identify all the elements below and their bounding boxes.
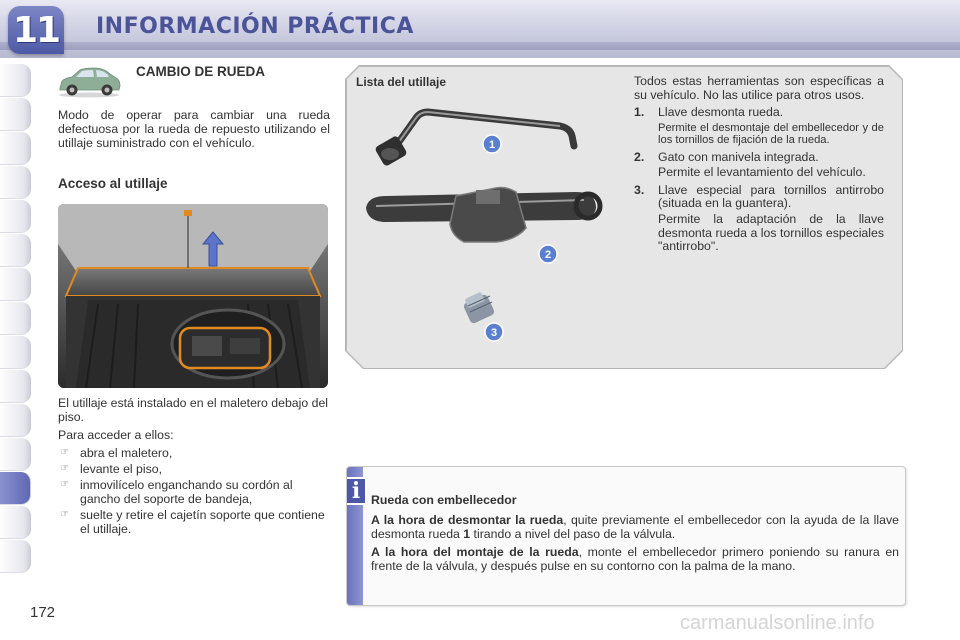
tool-note: Permite la adaptación de la llave desmonta rueda a los tornillos especiales "antirrobo". (658, 211, 884, 254)
chapter-tab[interactable] (0, 506, 31, 539)
chapter-tab[interactable] (0, 336, 31, 369)
info-box (346, 466, 906, 606)
info-icon: i (347, 477, 367, 505)
access-steps-list (58, 446, 330, 536)
chapter-tab[interactable] (0, 268, 31, 301)
tools-description (634, 75, 884, 258)
callout-2-badge (538, 244, 558, 264)
header-band (0, 0, 960, 58)
pointing-hand-icon: ☞ (60, 509, 69, 520)
tools-intro: Todos estas herramientas son específicas a su vehículo. No las utilice para otros usos. (634, 74, 884, 102)
tools-heading: Lista del utillaje (356, 75, 447, 89)
chapter-tab[interactable] (0, 200, 31, 233)
step-text: levante el piso, (80, 462, 163, 476)
trunk-photo (58, 204, 328, 388)
tool-note: Permite el levantamiento del vehículo. (658, 165, 866, 180)
chapter-tab[interactable] (0, 438, 31, 471)
list-item (58, 508, 330, 536)
callout-2-label: 2 (544, 249, 552, 261)
chapter-tab[interactable] (0, 540, 31, 573)
list-item (58, 478, 330, 506)
page-number: 172 (30, 604, 56, 621)
chapter-tab-active[interactable] (0, 472, 31, 505)
pointing-hand-icon: ☞ (60, 463, 69, 474)
info-text: , monte el embellecedor primero poniendo su ranura en frente de la válvula, y después pulse en su contorno con la palma de la mano. (371, 545, 900, 573)
tool-item-2 (634, 151, 884, 180)
chapter-tab[interactable] (0, 404, 31, 437)
chapter-tab[interactable] (0, 302, 31, 335)
wheel-wrench-image (374, 112, 574, 167)
step-text: abra el maletero, (80, 446, 173, 460)
info-bold-lead: A la hora del montaje de la rueda (371, 545, 579, 559)
list-item (58, 446, 330, 460)
subsection-title: Acceso al utillaje (58, 176, 168, 191)
section-title: CAMBIO DE RUEDA (136, 64, 266, 79)
chapter-tab[interactable] (0, 64, 31, 97)
step-text: inmovilícelo enganchando su cordón al gancho del soporte de bandeja, (80, 478, 293, 506)
trunk-illustration (58, 204, 328, 388)
info-title: Rueda con embellecedor (371, 493, 517, 507)
antitheft-key-image (463, 292, 496, 325)
header-stripe (0, 42, 960, 50)
list-item (58, 462, 330, 476)
info-paragraph-mounting (371, 545, 899, 573)
chapter-tab[interactable] (0, 132, 31, 165)
pointing-hand-icon: ☞ (60, 479, 69, 490)
tool-note: Permite el desmontaje del embellecedor y de los tornillos de fijación de la rueda. (658, 121, 884, 147)
info-bold-lead: A la hora de desmontar la rueda (371, 513, 564, 527)
tool-item-1 (634, 106, 884, 146)
intro-text: Modo de operar para cambiar una rueda defectuosa por la rueda de repuesto utilizando el utillaje suministrado con el vehículo. (58, 108, 330, 150)
callout-1-badge (482, 134, 502, 154)
callout-3-badge (484, 322, 504, 342)
chapter-tab[interactable] (0, 166, 31, 199)
tool-item-3 (634, 184, 884, 254)
info-paragraph-removal (371, 513, 899, 541)
chapter-tab[interactable] (0, 234, 31, 267)
pointing-hand-icon: ☞ (60, 447, 69, 458)
chapter-tab[interactable] (0, 98, 31, 131)
access-intro-text: Para acceder a ellos: (58, 428, 174, 442)
chapter-number-badge: 11 (8, 6, 64, 54)
chapter-tab[interactable] (0, 370, 31, 403)
tool-label: Llave especial para tornillos antirrobo (situada en la guantera). (658, 182, 884, 211)
tool-number: 3. (634, 182, 645, 197)
access-instructions (58, 396, 330, 538)
car-icon (56, 64, 122, 98)
tool-label: Gato con manivela integrada. (658, 149, 819, 164)
tool-label: Llave desmonta rueda. (658, 105, 784, 120)
chapter-title: INFORMACIÓN PRÁCTICA (96, 14, 414, 39)
tools-location-text: El utillaje está instalado en el maletero debajo del piso. (58, 396, 329, 424)
info-text: , quite previamente el embellecedor con la ayuda de la llave desmonta rueda (371, 513, 899, 541)
info-tool-number: 1 (463, 527, 471, 541)
jack-image (366, 188, 600, 243)
callout-3-label: 3 (490, 327, 498, 339)
step-text: suelte y retire el cajetín soporte que contiene el utillaje. (80, 508, 325, 536)
info-text: tirando a nivel del paso de la válvula. (470, 527, 676, 541)
chapter-tabs (0, 64, 32, 574)
tool-number: 2. (634, 149, 645, 164)
info-content (371, 493, 899, 577)
watermark: carmanualsonline.info (680, 612, 875, 634)
callout-1-label: 1 (488, 139, 496, 151)
tool-number: 1. (634, 105, 645, 120)
